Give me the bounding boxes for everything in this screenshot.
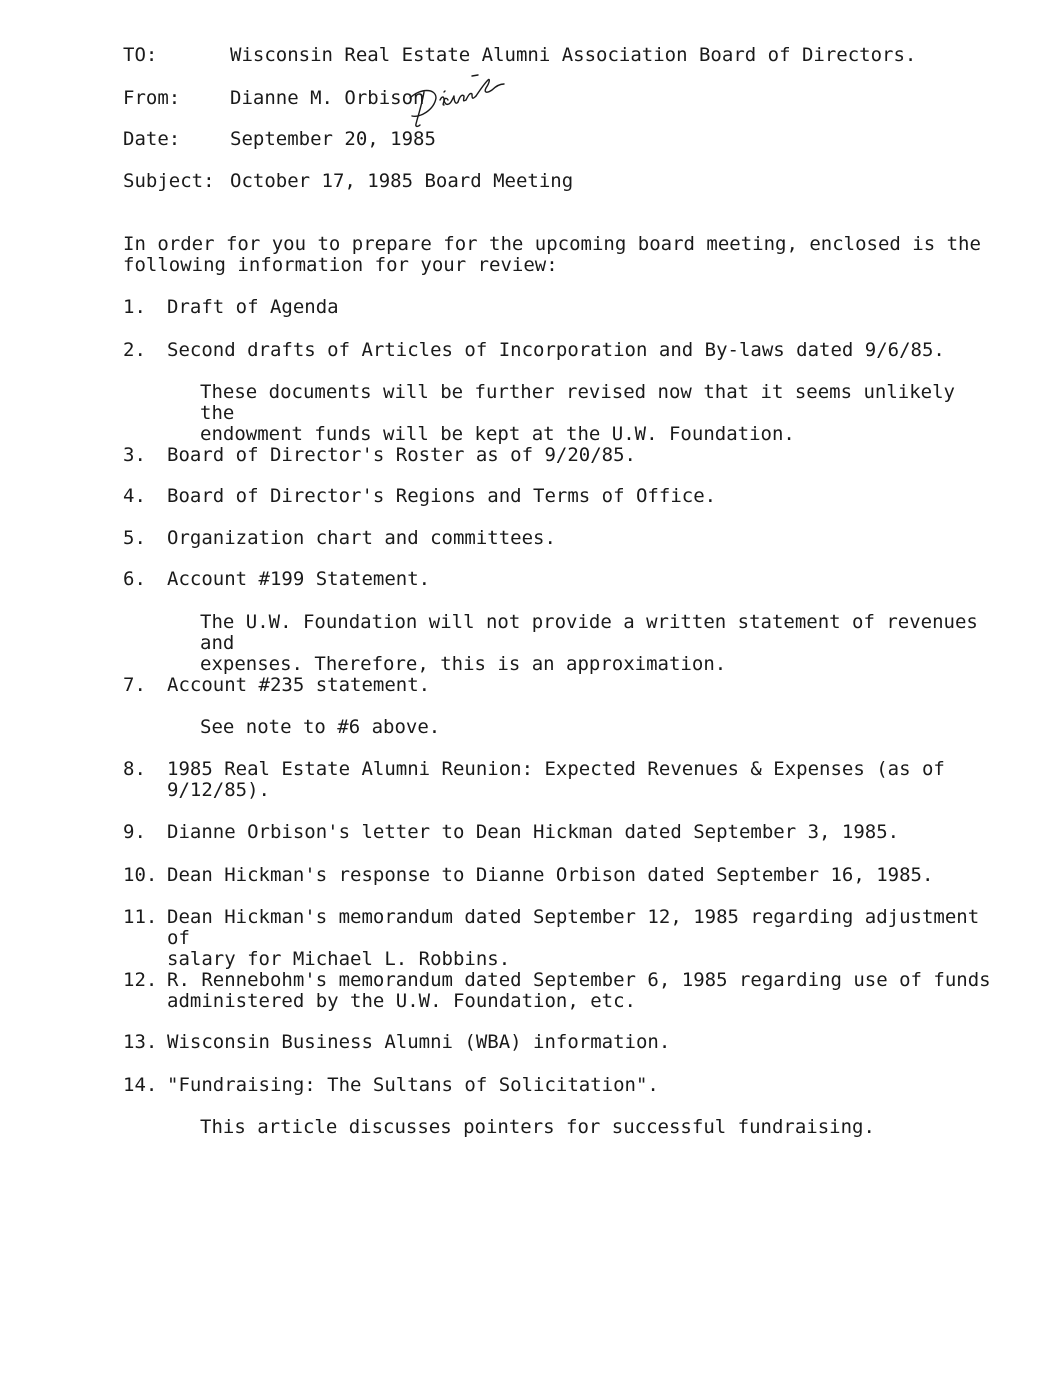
item-number: 4. — [123, 485, 146, 507]
item-text: Draft of Agenda — [167, 296, 339, 318]
from-label: From: — [123, 87, 181, 109]
item-note: See note to #6 above. — [200, 716, 441, 738]
item-number: 11. — [123, 906, 158, 928]
subject-label: Subject: — [123, 170, 215, 192]
date-label: Date: — [123, 128, 181, 150]
handwritten-signature — [398, 70, 518, 130]
intro-line-2: following information for your review: — [123, 254, 558, 276]
from-value: Dianne M. Orbison — [230, 87, 425, 109]
item-text: R. Rennebohm's memorandum dated September 6, 1985 regarding use of funds administered by the U.W. Foundation, etc. — [167, 969, 991, 1012]
item-number: 9. — [123, 821, 146, 843]
item-note: The U.W. Foundation will not provide a written statement of revenues and expenses. Therefore, this is an approximation. — [200, 611, 978, 675]
item-text: Account #235 statement. — [167, 674, 431, 696]
item-text: Second drafts of Articles of Incorporation and By-laws dated 9/6/85. — [167, 339, 945, 361]
item-number: 10. — [123, 864, 158, 886]
to-value: Wisconsin Real Estate Alumni Association Board of Directors. — [230, 44, 917, 66]
item-text: 1985 Real Estate Alumni Reunion: Expected Revenues & Expenses (as of 9/12/85). — [167, 758, 945, 801]
item-number: 12. — [123, 969, 158, 991]
date-value: September 20, 1985 — [230, 128, 436, 150]
item-text: Dean Hickman's response to Dianne Orbison dated September 16, 1985. — [167, 864, 934, 886]
item-text: Board of Director's Regions and Terms of Office. — [167, 485, 717, 507]
item-number: 7. — [123, 674, 146, 696]
from-line — [123, 88, 424, 109]
item-text: Dean Hickman's memorandum dated September 12, 1985 regarding adjustment of salary for Michael L. Robbins. — [167, 906, 980, 970]
to-line — [123, 45, 916, 66]
to-label: TO: — [123, 44, 158, 66]
item-number: 14. — [123, 1074, 158, 1096]
item-number: 8. — [123, 758, 146, 780]
item-text: Organization chart and committees. — [167, 527, 556, 549]
item-text: Board of Director's Roster as of 9/20/85. — [167, 444, 636, 466]
item-note: This article discusses pointers for successful fundraising. — [200, 1116, 875, 1138]
subject-value: October 17, 1985 Board Meeting — [230, 170, 574, 192]
intro-line-1: In order for you to prepare for the upcoming board meeting, enclosed is the — [123, 233, 981, 255]
item-number: 5. — [123, 527, 146, 549]
date-line — [123, 129, 436, 150]
item-text: Account #199 Statement. — [167, 568, 431, 590]
item-number: 6. — [123, 568, 146, 590]
subject-line — [123, 171, 573, 192]
item-text: Wisconsin Business Alumni (WBA) information. — [167, 1031, 671, 1053]
item-number: 2. — [123, 339, 146, 361]
item-number: 3. — [123, 444, 146, 466]
item-text: Dianne Orbison's letter to Dean Hickman dated September 3, 1985. — [167, 821, 900, 843]
item-note: These documents will be further revised now that it seems unlikely the endowment funds will be kept at the U.W. Foundation. — [200, 381, 955, 445]
item-text: "Fundraising: The Sultans of Solicitation". — [167, 1074, 659, 1096]
item-number: 13. — [123, 1031, 158, 1053]
item-number: 1. — [123, 296, 146, 318]
